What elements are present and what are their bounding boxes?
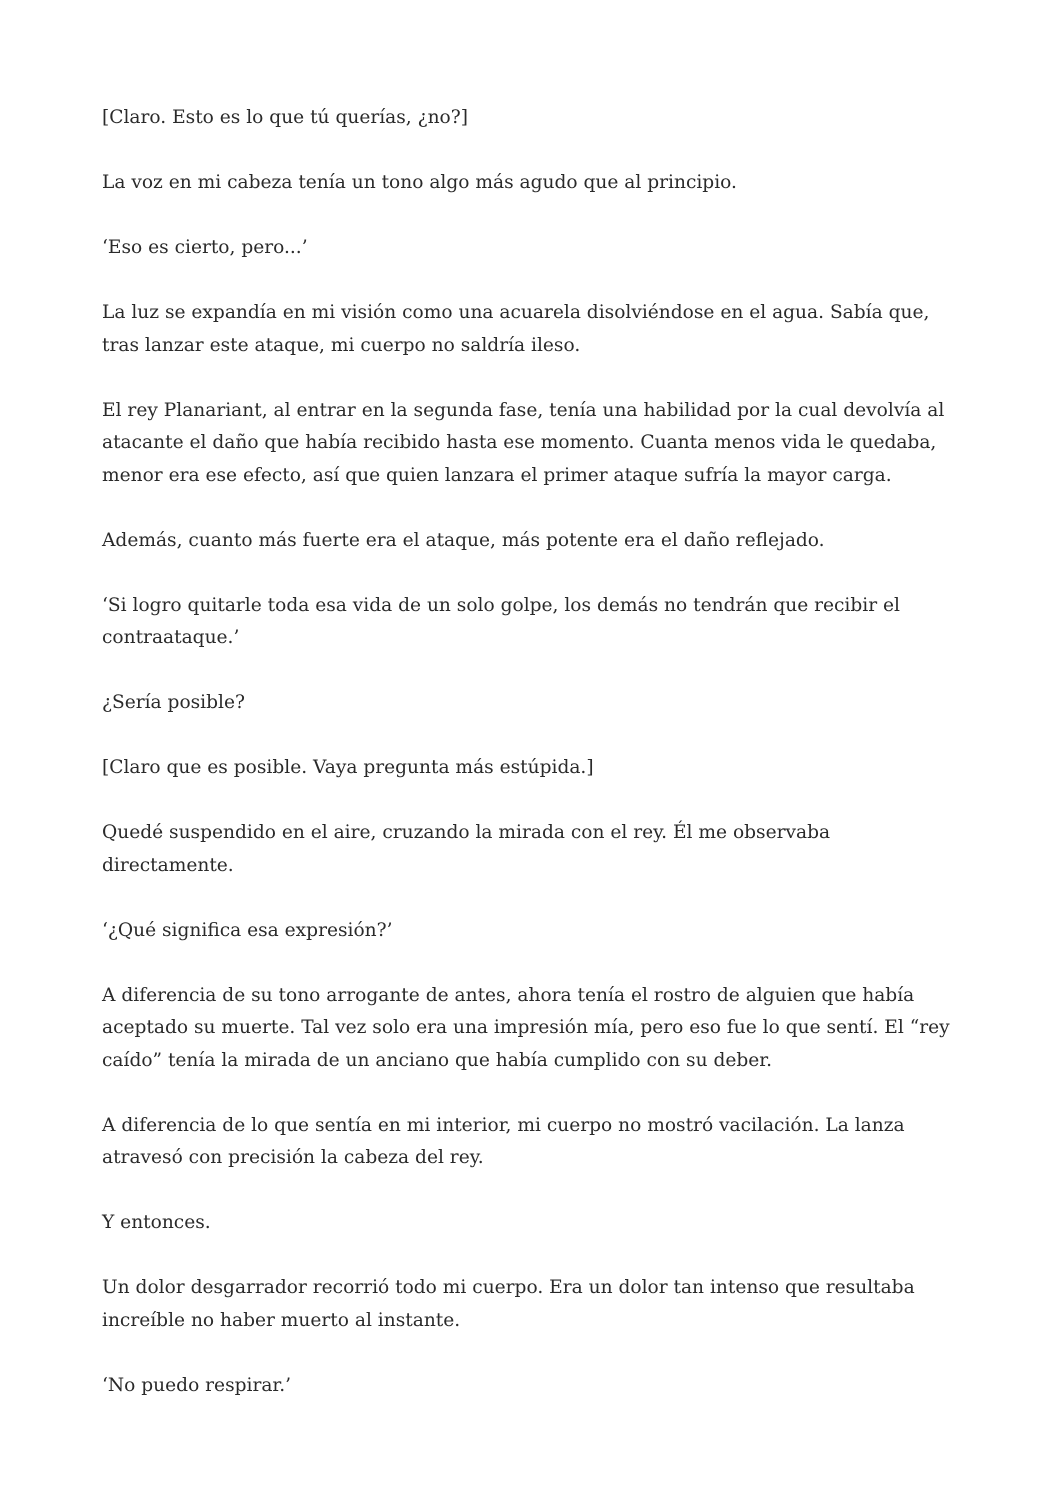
- paragraph-9: [Claro que es posible. Vaya pregunta más estúpida.]: [102, 757, 594, 778]
- paragraph-8: ¿Sería posible?: [102, 692, 245, 713]
- paragraph-4: La luz se expandía en mi visión como una acuarela disolviéndose en el agua. Sabía que, tras lanzar este ataque, mi cuerpo no saldría ileso.: [102, 302, 930, 356]
- paragraph-6: Además, cuanto más fuerte era el ataque, más potente era el daño reflejado.: [102, 529, 825, 551]
- paragraph-12: A diferencia de su tono arrogante de antes, ahora tenía el rostro de alguien que había aceptado su muerte. Tal vez solo era una impresión mía, pero eso fue lo que sentí. El “rey caído” tenía la mirada de un anciano que había cumplido con su deber.: [102, 984, 950, 1071]
- paragraph-13: A diferencia de lo que sentía en mi interior, mi cuerpo no mostró vacilación. La lanza atravesó con precisión la cabeza del rey.: [102, 1114, 905, 1168]
- paragraph-10: Quedé suspendido en el aire, cruzando la mirada con el rey. Él me observaba directamente.: [102, 822, 831, 876]
- paragraph-1: [Claro. Esto es lo que tú querías, ¿no?]: [102, 107, 468, 128]
- paragraph-7: ‘Si logro quitarle toda esa vida de un solo golpe, los demás no tendrán que recibir el contraataque.’: [102, 594, 900, 648]
- paragraph-15: Un dolor desgarrador recorrió todo mi cuerpo. Era un dolor tan intenso que resultaba increíble no haber muerto al instante.: [102, 1277, 915, 1331]
- paragraph-11: ‘¿Qué significa esa expresión?’: [102, 919, 393, 941]
- paragraph-5: El rey Planariant, al entrar en la segunda fase, tenía una habilidad por la cual devolvía al atacante el daño que había recibido hasta ese momento. Cuanta menos vida le quedaba, menor era ese efecto, así que quien lanzara el primer ataque sufría la mayor carga.: [102, 399, 945, 486]
- paragraph-14: Y entonces.: [102, 1212, 211, 1233]
- paragraph-2: La voz en mi cabeza tenía un tono algo más agudo que al principio.: [102, 172, 737, 193]
- document-page: [102, 102, 952, 1435]
- paragraph-3: ‘Eso es cierto, pero...’: [102, 237, 308, 258]
- paragraph-16: ‘No puedo respirar.’: [102, 1374, 292, 1396]
